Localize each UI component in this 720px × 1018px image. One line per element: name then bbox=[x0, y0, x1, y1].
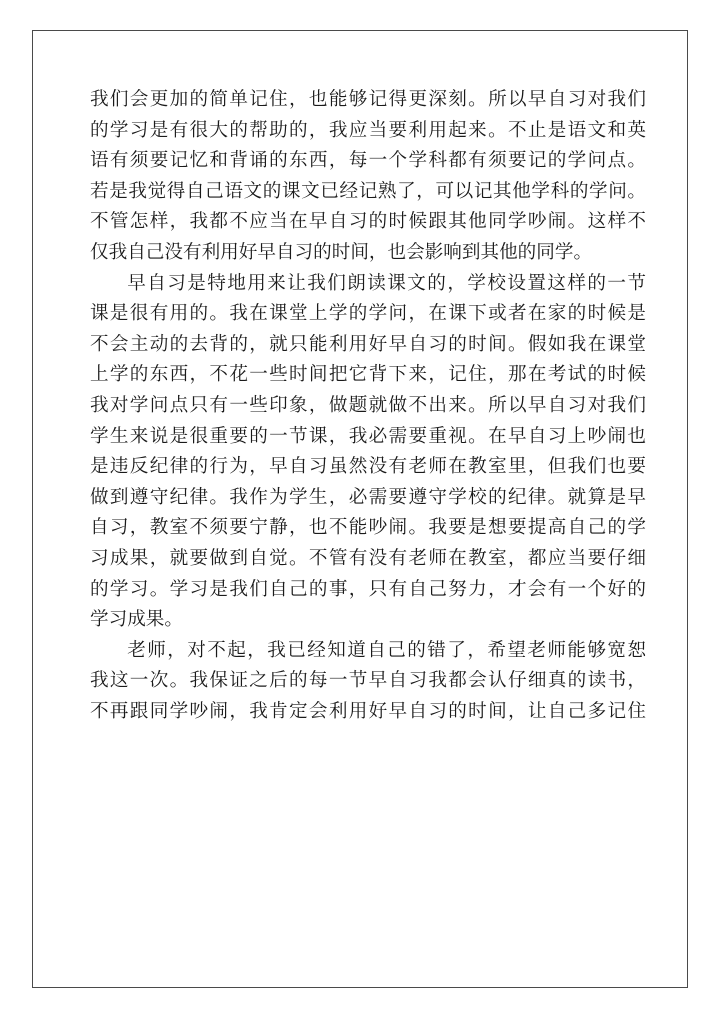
paragraph-2 bbox=[90, 269, 646, 636]
text-line: 早自习是特地用来让我们朗读课文的，学校设置这样的一节 bbox=[127, 272, 646, 294]
document-body bbox=[90, 85, 646, 727]
text-line: 我这一次。我保证之后的每一节早自习我都会认仔细真的读书， bbox=[90, 670, 646, 692]
text-line: 我对学问点只有一些印象，做题就做不出来。所以早自习对我们 bbox=[90, 394, 646, 416]
text-line: 的学习。学习是我们自己的事，只有自己努力，才会有一个好的 bbox=[90, 578, 646, 600]
text-line: 我们会更加的简单记住，也能够记得更深刻。所以早自习对我们 bbox=[90, 89, 646, 110]
text-line: 课是很有用的。我在课堂上学的学问，在课下或者在家的时候是 bbox=[90, 303, 646, 325]
text-line: 做到遵守纪律。我作为学生，必需要遵守学校的纪律。就算是早 bbox=[90, 486, 646, 508]
text-line: 不再跟同学吵闹，我肯定会利用好早自习的时间，让自己多记住 bbox=[90, 700, 646, 722]
text-line: 上学的东西，不花一些时间把它背下来，记住，那在考试的时候 bbox=[90, 364, 646, 386]
text-line: 的学习是有很大的帮助的，我应当要利用起来。不止是语文和英 bbox=[90, 119, 646, 141]
text-line: 自习，教室不须要宁静，也不能吵闹。我要是想要提高自己的学 bbox=[90, 517, 646, 539]
text-line: 不管怎样，我都不应当在早自习的时候跟其他同学吵闹。这样不 bbox=[90, 211, 646, 233]
text-line: 学习成果。 bbox=[90, 609, 183, 631]
paragraph-1 bbox=[90, 85, 646, 269]
text-line: 语有须要记忆和背诵的东西，每一个学科都有须要记的学问点。 bbox=[90, 150, 646, 172]
text-line: 老师，对不起，我已经知道自己的错了，希望老师能够宽恕 bbox=[127, 639, 646, 661]
text-line: 不会主动的去背的，就只能利用好早自习的时间。假如我在课堂 bbox=[90, 333, 646, 355]
text-line: 学生来说是很重要的一节课，我必需要重视。在早自习上吵闹也 bbox=[90, 425, 646, 447]
text-line: 是违反纪律的行为，早自习虽然没有老师在教室里，但我们也要 bbox=[90, 456, 646, 478]
text-line: 若是我觉得自己语文的课文已经记熟了，可以记其他学科的学问。 bbox=[90, 180, 646, 202]
text-line: 习成果，就要做到自觉。不管有没有老师在教室，都应当要仔细 bbox=[90, 547, 646, 569]
paragraph-3 bbox=[90, 636, 646, 728]
text-line: 仅我自己没有利用好早自习的时间，也会影响到其他的同学。 bbox=[90, 241, 593, 263]
